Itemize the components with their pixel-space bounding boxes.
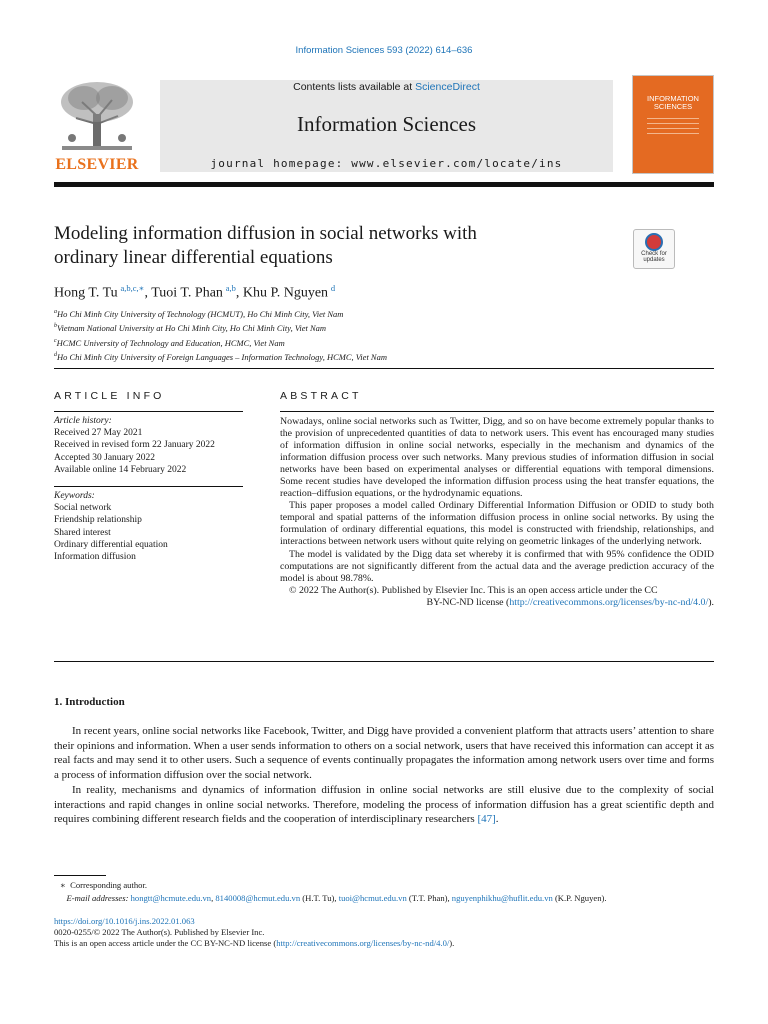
affiliation-text: Ho Chi Minh City University of Foreign Languages – Information Technology, HCMC, Viet Nam — [57, 351, 387, 362]
cover-line — [647, 123, 699, 124]
license-link[interactable]: http://creativecommons.org/licenses/by-nc-nd/4.0/ — [509, 596, 709, 608]
section-rule — [54, 368, 714, 369]
abstract-body — [280, 416, 714, 609]
author-list: Hong T. Tu $^{a,b,c,∗}$, Tuoi T. Phan $^{a,b}$, Khu P. Nguyen $^d$ — [54, 283, 336, 301]
affiliation-mark: c — [54, 337, 57, 344]
body-paragraph: In recent years, online social networks like Facebook, Twitter, and Digg have provided a convenient platform that attracts users’ attention to share their opinions and information. When a user sends information to others on a social network, users that have received this information can accept it as real facts and may send it to other users. Such a sequence of events continually propagates the information among network users over time and forms a process of information diffusion over the social network. — [54, 725, 714, 782]
license-prefix: BY-NC-ND license ( — [426, 596, 510, 608]
abstract-heading: ABSTRACT — [280, 390, 362, 402]
history-item: Received 27 May 2021 — [54, 428, 143, 439]
check-for-updates-button[interactable] — [633, 229, 675, 269]
info-rule — [54, 411, 243, 412]
affiliation-text: Ho Chi Minh City University of Technology (HCMUT), Ho Chi Minh City, Viet Nam — [57, 308, 344, 319]
contents-line — [160, 81, 613, 93]
license-suffix: ). — [449, 938, 455, 948]
license-suffix: ). — [708, 596, 714, 608]
email-label: E-mail addresses: — [66, 892, 129, 903]
body-paragraph — [54, 783, 714, 827]
cover-line — [647, 133, 699, 134]
author-affiliation-marks[interactable]: a,b — [225, 283, 236, 293]
header-rule — [54, 182, 714, 187]
cover-title: INFORMATION SCIENCES — [647, 94, 699, 111]
title-line-1: Modeling information diffusion in social networks with — [54, 223, 477, 244]
affiliation-mark: b — [54, 323, 57, 330]
introduction-heading: 1. Introduction — [54, 696, 125, 708]
journal-homepage[interactable]: journal homepage: www.elsevier.com/locate/ins — [210, 157, 563, 170]
cover-line — [647, 118, 699, 119]
affiliation-mark: d — [54, 351, 57, 358]
check-updates-label: Check for updates — [641, 251, 667, 263]
author-name[interactable]: Hong T. Tu — [54, 285, 118, 301]
paragraph-text: In reality, mechanisms and dynamics of information diffusion in online social networks are still elusive due to the complexity of social interactions and rapid changes in online social networks. Therefore, modeling the process of information diffusion has a great scientific depth and requires combining different research fields and the cooperation of interdisciplinary researchers — [54, 783, 714, 826]
affiliation-list — [54, 306, 387, 363]
keyword: Ordinary differential equation — [54, 539, 168, 550]
email-link[interactable]: tuoi@hcmut.edu.vn — [338, 892, 407, 903]
title-line-2: ordinary linear differential equations — [54, 247, 333, 268]
affiliation-text: Vietnam National University at Ho Chi Minh City, Ho Chi Minh City, Viet Nam — [57, 323, 327, 334]
corresponding-text: Corresponding author. — [70, 880, 147, 890]
abstract-paragraph: The model is validated by the Digg data set whereby it is confirmed that with 95% confidence the ODID computations are not significantly different from the actual data and the average prediction accuracy of the model is about 98.78%. — [280, 548, 714, 584]
paragraph-end: . — [495, 813, 499, 826]
journal-cover-thumbnail[interactable] — [632, 75, 714, 174]
citation-link[interactable]: [47] — [477, 813, 496, 826]
author-name[interactable]: Khu P. Nguyen — [242, 285, 329, 301]
license-prefix: This is an open access article under the CC BY-NC-ND license ( — [54, 938, 277, 948]
email-link[interactable]: 8140008@hcmut.edu.vn — [215, 892, 301, 903]
email-owner: (K.P. Nguyen). — [552, 892, 607, 903]
journal-reference[interactable]: Information Sciences 593 (2022) 614–636 — [295, 45, 473, 56]
issn-line: 0020-0255/© 2022 The Author(s). Published by Elsevier Inc. — [54, 927, 265, 937]
article-history — [54, 415, 244, 476]
doi-link[interactable]: https://doi.org/10.1016/j.ins.2022.01.063 — [54, 916, 195, 926]
history-item: Available online 14 February 2022 — [54, 464, 187, 475]
author-affiliation-marks[interactable]: a,b,c,∗ — [120, 283, 145, 293]
contents-prefix: Contents lists available at — [293, 81, 416, 93]
history-label: Article history: — [54, 416, 112, 426]
email-addresses: E-mail addresses: hongtt@hcmute.edu.vn, 8140008@hcmut.edu.vn (H.T. Tu), tuoi@hcmut.edu.vn (T.T. Phan), nguyenphikhu@huflit.edu.vn (K.P. Nguyen). — [66, 892, 607, 903]
history-item: Received in revised form 22 January 2022 — [54, 440, 215, 451]
affiliation — [54, 335, 387, 349]
affiliation-mark: a — [54, 309, 57, 315]
article-info-heading: ARTICLE INFO — [54, 390, 165, 402]
info-rule — [54, 486, 243, 487]
article-title — [54, 222, 614, 270]
keyword: Friendship relationship — [54, 515, 142, 526]
corresponding-mark: ∗ — [60, 880, 66, 890]
journal-title: Information Sciences — [296, 112, 477, 136]
email-owner: (T.T. Phan), — [406, 892, 452, 903]
introduction-body — [54, 724, 714, 827]
keyword: Shared interest — [54, 527, 111, 538]
keywords — [54, 490, 244, 563]
affiliation — [54, 349, 387, 363]
corresponding-author-note — [54, 879, 754, 892]
abstract-paragraph: This paper proposes a model called Ordinary Differential Information Diffusion or ODID to study both temporal and spatial patterns of the information diffusion process in online social networks. By using the formulation of ordinary differential equations, this model is constructed with friendship, relationships, and interactions between network users without quite relying on geometric linkages of the underlying network. — [280, 500, 714, 548]
author-name[interactable]: Tuoi T. Phan — [151, 285, 223, 301]
history-item: Accepted 30 January 2022 — [54, 452, 156, 463]
footnote-rule — [54, 875, 106, 876]
elsevier-wordmark: ELSEVIER — [55, 156, 139, 173]
cover-line — [647, 128, 699, 129]
abstract-rule — [280, 411, 714, 412]
keyword: Social network — [54, 503, 112, 514]
bookmark-icon — [645, 233, 663, 251]
email-link[interactable]: nguyenphikhu@huflit.edu.vn — [451, 892, 553, 903]
article-meta — [54, 916, 754, 949]
section-rule — [54, 661, 714, 662]
affiliation — [54, 306, 387, 320]
keywords-label: Keywords: — [54, 491, 95, 501]
email-owner: (H.T. Tu), — [300, 892, 339, 903]
keyword: Information diffusion — [54, 552, 136, 563]
license-line — [54, 938, 754, 949]
affiliation-text: HCMC University of Technology and Education, HCMC, Viet Nam — [56, 337, 285, 348]
sciencedirect-link[interactable]: ScienceDirect — [415, 81, 480, 93]
email-link[interactable]: hongtt@hcmute.edu.vn — [130, 892, 212, 903]
license-link[interactable]: http://creativecommons.org/licenses/by-nc-nd/4.0/ — [276, 938, 450, 948]
abstract-paragraph: Nowadays, online social networks such as Twitter, Digg, and so on have become extremely popular thanks to the provision of unprecedented quantities of data to network users. This event has encouraged many studies of information diffusion in online social networks, especially in the mechanism and dynamics of the information diffusion process over such networks. Many previous studies of information diffusion in social networks have been based on experimental analyses or differential equations with temporal dimensions. Some recent studies have developed the information diffusion process using the heat transfer equations, the reaction–diffusion equations, or the hydrodynamic equations. — [280, 416, 714, 500]
copyright-line: © 2022 The Author(s). Published by Elsevier Inc. This is an open access article under the CC — [289, 584, 658, 596]
affiliation — [54, 320, 387, 334]
footnotes — [54, 879, 754, 904]
author-affiliation-marks[interactable]: d — [330, 283, 336, 293]
copyright-license-line — [280, 597, 714, 609]
